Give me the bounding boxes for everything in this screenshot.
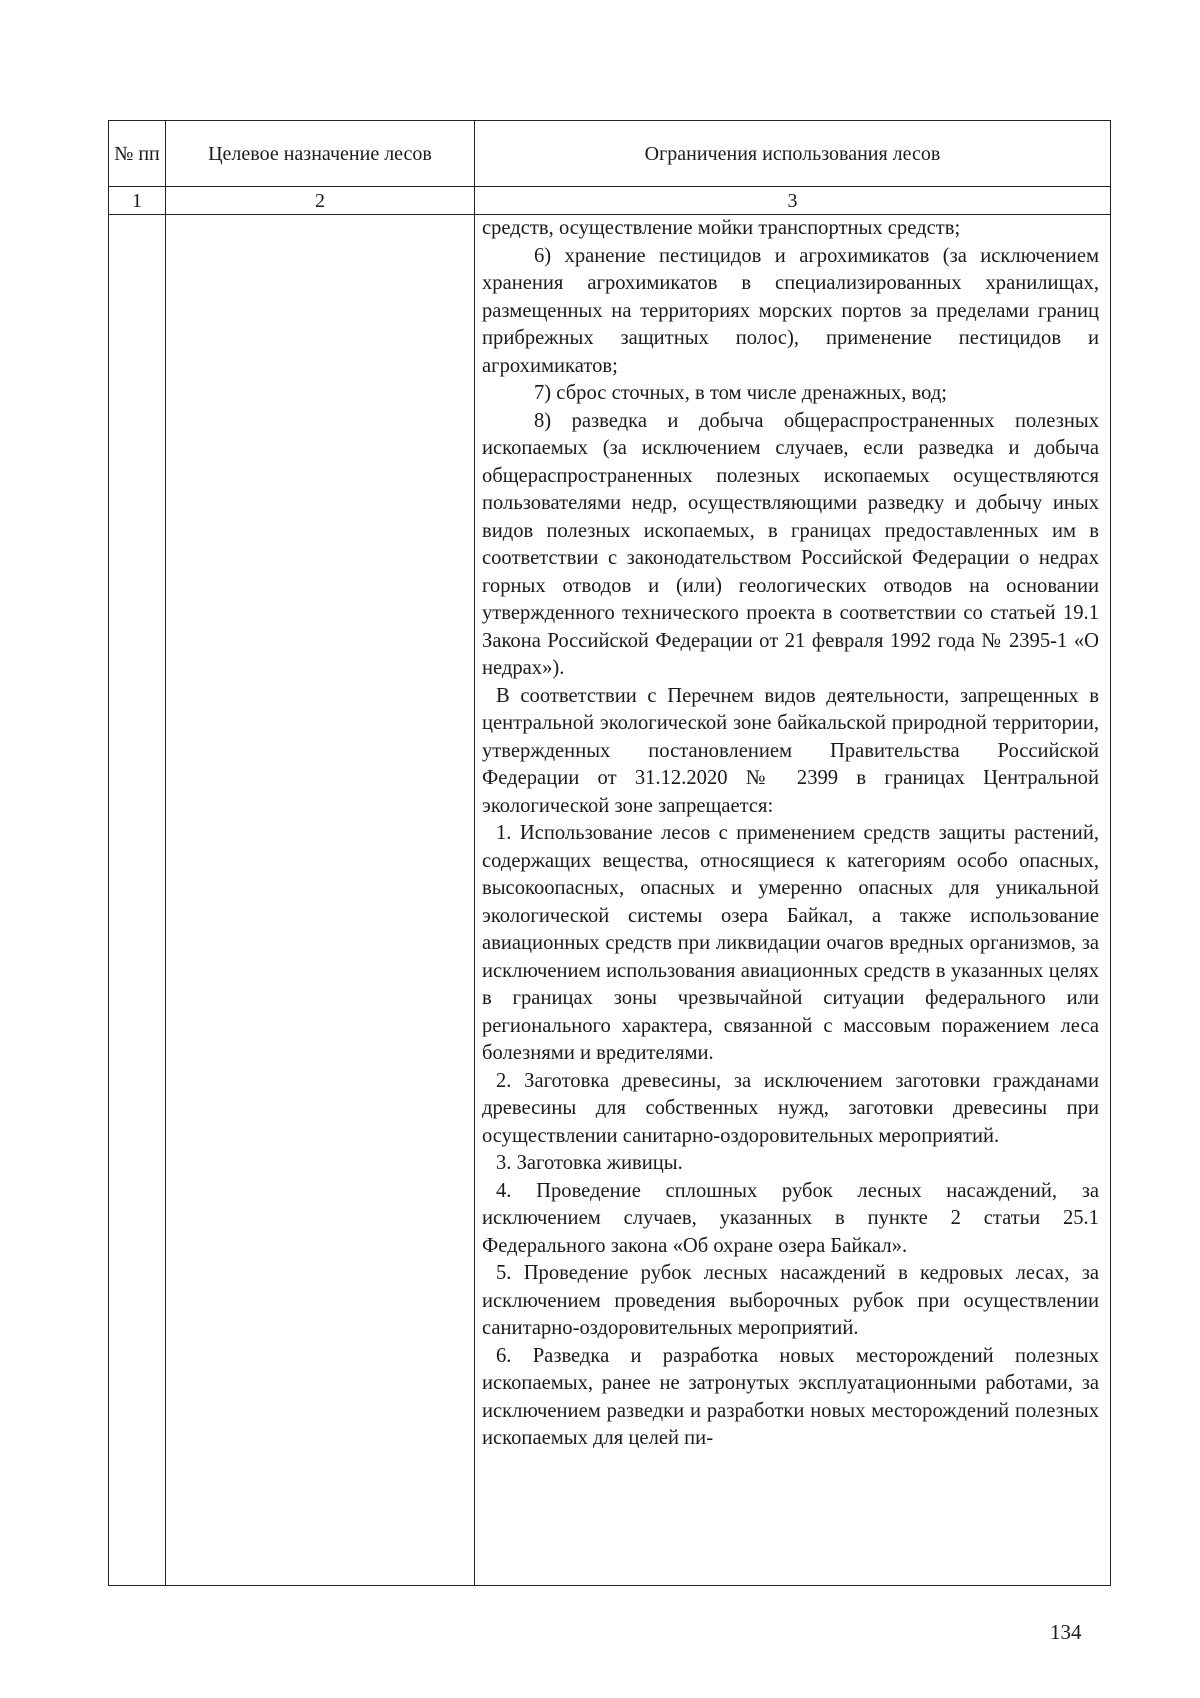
- paragraph: 5. Проведение рубок лесных насаждений в кедровых лесах, за исключением проведения выборочных рубок при осуществлении санитарно-оздоровительных мероприятий.: [482, 1262, 1099, 1339]
- purpose-cell: [166, 215, 475, 1586]
- column-number-row: [109, 187, 1111, 215]
- paragraph: В соответствии с Перечнем видов деятельности, запрещенных в центральной экологической зоне байкальской природной территории, утвержденных постановлением Правительства Российской Федерации от 31.12.2020 № 2399 в границах Центральной экологической зоне запрещается:: [482, 684, 1099, 817]
- restrictions-table: [108, 120, 1111, 1586]
- table-row: [109, 215, 1111, 1586]
- header-purpose: Целевое назначение лесов: [166, 121, 475, 187]
- paragraph: 7) сброс сточных, в том числе дренажных, вод;: [534, 382, 948, 404]
- paragraph: 1. Использование лесов с применением средств защиты растений, содержащих вещества, относящиеся к категориям особо опасных, высокоопасных, опасных и умеренно опасных для уникальной экологической системы озера Байкал, а также использование авиационных средств при ликвидации очагов вредных организмов, за исключением использования авиационных средств в указанных целях в границах зоны чрезвычайной ситуации федерального или регионального характера, связанной с массовым поражением леса болезнями и вредителями.: [482, 822, 1099, 1064]
- row-number-cell: [109, 215, 166, 1586]
- column-number-2: 2: [166, 187, 475, 215]
- column-number-1: 1: [109, 187, 166, 215]
- restrictions-text: [475, 215, 1110, 1453]
- header-number: № пп: [109, 121, 166, 187]
- column-number-3: 3: [475, 187, 1111, 215]
- paragraph: 3. Заготовка живицы.: [496, 1152, 683, 1174]
- paragraph: 4. Проведение сплошных рубок лесных насаждений, за исключением случаев, указанных в пункте 2 статьи 25.1 Федерального закона «Об охране озера Байкал».: [482, 1179, 1099, 1257]
- header-restrictions: Ограничения использования лесов: [475, 121, 1111, 187]
- restrictions-cell: [475, 215, 1111, 1586]
- paragraph: 2. Заготовка древесины, за исключением заготовки гражданами древесины для собственных нужд, заготовки древесины при осуществлении санитарно-оздоровительных мероприятий.: [482, 1069, 1099, 1147]
- paragraph: 6) хранение пестицидов и агрохимикатов (за исключением хранения агрохимикатов в специализированных хранилищах, размещенных на территориях морских портов за пределами границ прибрежных защитных полос), применение пестицидов и агрохимикатов;: [482, 244, 1099, 377]
- header-row: [109, 121, 1111, 187]
- page-number: 134: [1050, 1620, 1082, 1644]
- paragraph: 6. Разведка и разработка новых месторождений полезных ископаемых, ранее не затронутых эксплуатационными работами, за исключением разведки и разработки новых месторождений полезных ископаемых для целей пи-: [482, 1344, 1099, 1449]
- paragraph: 8) разведка и добыча общераспространенных полезных ископаемых (за исключением случаев, если разведка и добыча общераспространенных полезных ископаемых осуществляются пользователями недр, осуществляющими разведку и добычу иных видов полезных ископаемых, в границах предоставленных им в соответствии с законодательством Российской Федерации о недрах горных отводов и (или) геологических отводов на основании утвержденного технического проекта в соответствии со статьей 19.1 Закона Российской Федерации от 21 февраля 1992 года № 2395-1 «О недрах»).: [482, 409, 1099, 679]
- paragraph: средств, осуществление мойки транспортных средств;: [482, 217, 961, 239]
